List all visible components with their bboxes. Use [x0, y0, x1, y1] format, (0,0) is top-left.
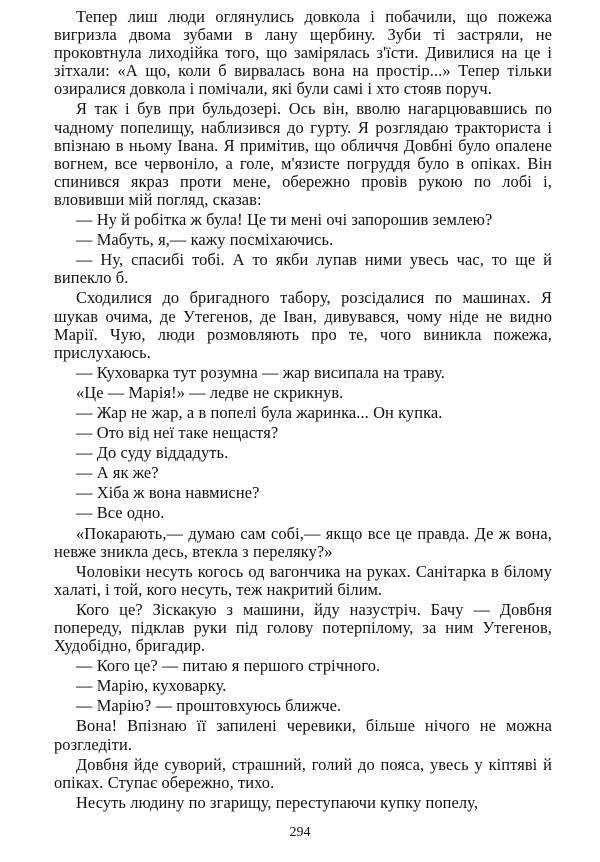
paragraph: «Покарають,— думаю сам собі,— якщо все це правда. Де ж вона, невже зникла десь, втекла з переляку?»	[54, 523, 552, 561]
paragraph: — Ото від неї таке нещастя?	[76, 423, 279, 443]
paragraph: — Все одно.	[76, 503, 165, 523]
paragraph: — Жар не жар, а в попелі була жаринка... Он купка.	[76, 402, 443, 422]
book-page-text	[54, 8, 552, 812]
page-number: 294	[289, 825, 311, 840]
paragraph: — Ну й робітка ж була! Це ти мені очі запорошив землею?	[76, 210, 493, 230]
paragraph: — Ну, спасибі тобі. А то якби лупав ними увесь час, то ще й випекло б.	[54, 250, 552, 288]
paragraph: Тепер лиш люди оглянулись довкола і побачили, що пожежа вигризла двома зубами в лану щербину. Зуби ті застряли, не проковтнула лиходійка того, що замірялась з'їсти. Дивилися на це і зітхали: «А що, коли б вирвалась вона на простір...» Тепер тільки озиралися довкола і помічали, які були самі і хто стояв поруч.	[54, 7, 552, 99]
paragraph: — Марію? — проштовхуюсь ближче.	[76, 696, 342, 716]
paragraph: Вона! Впізнаю її запилені черевики, більше нічого не можна розгледіти.	[54, 716, 552, 754]
paragraph: — Куховарка тут розумна — жар висипала на траву.	[76, 362, 445, 382]
paragraph: — А як же?	[76, 463, 159, 483]
paragraph: — Хіба ж вона навмисне?	[76, 483, 260, 503]
paragraph: Довбня йде суворий, страшний, голий до пояса, увесь у кіптяві й опіках. Ступає обережно, тихо.	[54, 754, 552, 792]
paragraph: — Кого це? — питаю я першого стрічного.	[76, 656, 381, 676]
paragraph: Я так і був при бульдозері. Ось він, вволю нагарцювавшись по чадному попелищу, наблизився до гурту. Я розглядаю тракториста і впізнаю в ньому Івана. Я примітив, що обличчя Довбні було опалене вогнем, все червоніло, а голе, м'язисте погруддя було в опіках. Він спинився якраз проти мене, обережно провів рукою по лобі і, вловивши мій погляд, сказав:	[54, 99, 552, 209]
paragraph: «Це — Марія!» — ледве не скрикнув.	[76, 382, 344, 402]
paragraph: — Мабуть, я,— кажу посміхаючись.	[76, 230, 334, 250]
paragraph: Чоловіки несуть когось од вагончика на руках. Санітарка в білому халаті, і той, кого несуть, теж накритий білим.	[54, 561, 552, 599]
paragraph: Несуть людину по згарищу, переступаючи купку попелу,	[76, 792, 479, 812]
paragraph: Кого це? Зіскакую з машини, йду назустріч. Бачу — Довбня попереду, підклав руки під голову потерпілому, за ним Утегенов, Худобідно, бригадир.	[54, 599, 552, 656]
paragraph: Сходилися до бригадного табору, розсідалися по машинах. Я шукав очима, де Утегенов, де Іван, дивувався, чому ніде не видно Марії. Чую, люди розмовляють про те, чого виникла пожежа, прислухаюсь.	[54, 288, 552, 362]
paragraph: — Марію, куховарку.	[76, 676, 227, 696]
paragraph: — До суду віддадуть.	[76, 443, 229, 463]
